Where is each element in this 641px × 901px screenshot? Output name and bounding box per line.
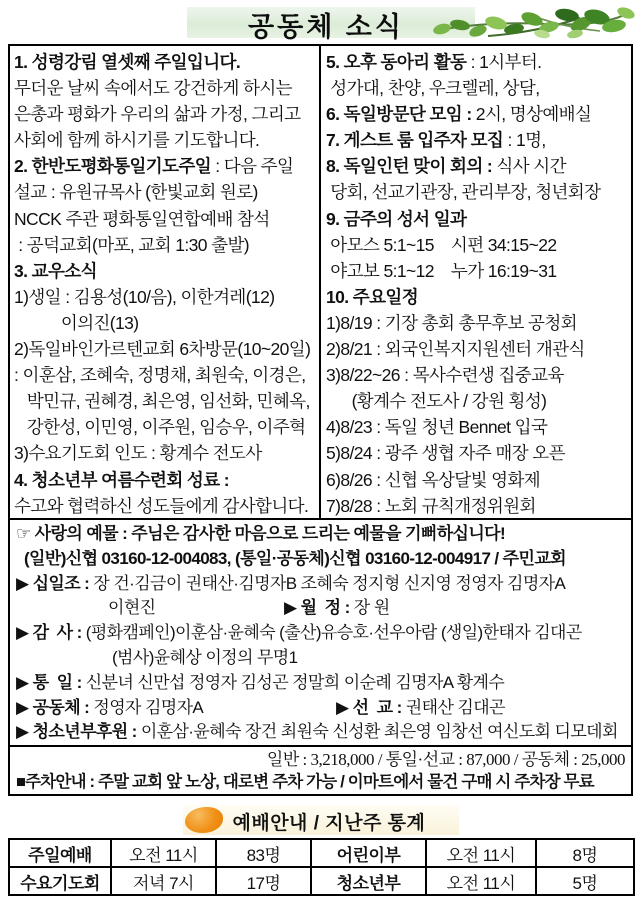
offering-totals: 일반 : 3,218,000 / 통일·선교 : 87,000 / 공동체 : 25,000 <box>266 750 625 770</box>
text-line: : 공덕교회(마포, 교회 1:30 출발) <box>14 234 250 255</box>
unification-row: ▶ 통 일 : 신분녀 신만섭 정영자 김성곤 정말희 이순례 김명자A 황계수 <box>16 672 505 692</box>
text-line: 무더운 날씨 속에서도 강건하게 하시는 <box>14 78 292 99</box>
table-cell: 17명 <box>216 867 311 895</box>
text-line: 이의진(13) <box>14 312 139 333</box>
text-line: 8. 독일인턴 맞이 회의 : 식사 시간 <box>326 156 566 177</box>
text-line: 설교 : 유원규목사 (한빛교회 원로) <box>14 182 258 203</box>
text-line: 7)8/28 : 노회 규칙개정위원회 <box>326 495 536 516</box>
text-line: : 이훈삼, 조혜숙, 정명채, 최원숙, 이경은, <box>14 365 306 386</box>
news-right-column <box>321 46 631 518</box>
text-line: (황계수 전도사 / 강원 횡성) <box>326 391 547 412</box>
pointing-hand-icon: ☞ <box>16 524 35 543</box>
text-line: 수고와 협력하신 성도들에게 감사합니다. <box>14 495 309 516</box>
text-line: 9. 금주의 성서 일과 <box>326 208 467 229</box>
text-line: 은총과 평화가 우리의 삶과 가정, 그리고 <box>14 104 301 125</box>
community-mission-row: ▶ 공동체 : 정영자 김명자A ▶ 선 교 : 권태산 김대곤 <box>16 697 505 717</box>
text-line: 1)생일 : 김용성(10/음), 이한겨레(12) <box>14 286 275 307</box>
text-line: 2)8/21 : 외국인복지지원센터 개관식 <box>326 339 585 360</box>
table-row <box>9 839 634 867</box>
text-line: 4)8/23 : 독일 청년 Bennet 입국 <box>326 417 548 438</box>
parking-notice: ■주차안내 : 주말 교회 앞 노상, 대로변 주차 가능 / 이마트에서 물건 구매 시 주차장 무료 <box>16 773 594 792</box>
text-line: 2. 한반도평화통일기도주일 : 다음 주일 <box>14 156 294 177</box>
text-line: 7. 게스트 룸 입주자 모집 : 1명, <box>326 130 546 151</box>
bulletin-header <box>0 0 641 44</box>
text-line: 성가대, 찬양, 우크렐레, 상담, <box>326 78 540 99</box>
page-title: 공동체 소식 <box>248 12 404 42</box>
offering-account-row: (일반)신협 03160-12-004083, (통일·공동체)신협 03160-12-004917 / 주민교회 <box>24 548 566 568</box>
offering-box <box>8 518 633 747</box>
table-cell: 오전 11시 <box>426 867 536 895</box>
text-line: 4. 청소년부 여름수련회 성료 : <box>14 469 230 490</box>
text-line: 5)8/24 : 광주 생협 자주 매장 오픈 <box>326 443 565 464</box>
tithe-continuation-row: 이현진 ▶ 월 정 : 장 원 <box>108 598 390 618</box>
table-row <box>9 867 634 895</box>
text-line: 3. 교우소식 <box>14 260 97 281</box>
news-two-column-box <box>8 44 633 520</box>
text-line: 야고보 5:1~12 누가 16:19~31 <box>326 260 557 281</box>
text-line: 박민규, 권혜경, 최은영, 임선화, 민혜옥, <box>14 391 310 412</box>
table-cell: 83명 <box>216 839 311 867</box>
text-line: 당회, 선교기관장, 관리부장, 청년회장 <box>326 182 601 203</box>
table-cell: 오전 11시 <box>111 839 216 867</box>
table-cell: 어린이부 <box>311 839 426 867</box>
text-line: 10. 주요일정 <box>326 286 419 307</box>
worship-stats-header <box>183 805 459 835</box>
text-line: 6)8/26 : 신협 옥상달빛 영화제 <box>326 469 541 490</box>
text-line: 6. 독일방문단 모임 : 2시, 명상예배실 <box>326 104 592 125</box>
worship-stats-table <box>8 838 635 896</box>
totals-box <box>8 745 633 796</box>
news-left-column <box>10 46 321 518</box>
tithe-row: ▶ 십일조 : 장 건·김금이 권태산·김명자B 조혜숙 정지형 신지영 정영자 김명자A <box>16 573 566 593</box>
text-line: 1)8/19 : 기장 총회 총무후보 공청회 <box>326 312 577 333</box>
offering-intro-row: ☞ 사랑의 예물 : 주님은 감사한 마음으로 드리는 예물을 기뻐하십니다! <box>16 524 506 543</box>
table-cell: 저녁 7시 <box>111 867 216 895</box>
text-line: 2)독일바인가르텐교회 6차방문(10~20일) <box>14 339 311 360</box>
table-cell: 청소년부 <box>311 867 426 895</box>
thanks-continuation-row: (범사)윤혜상 이정의 무명1 <box>112 647 298 667</box>
text-line: 강한성, 이민영, 이주원, 임승우, 이주혁 <box>14 417 306 438</box>
text-line: 1. 성령강림 열셋째 주일입니다. <box>14 52 241 72</box>
text-line: 3)수요기도회 인도 : 황계수 전도사 <box>14 443 262 464</box>
orange-blob-icon <box>185 807 223 833</box>
leaf-vine-icon <box>430 1 636 48</box>
text-line: 3)8/22~26 : 목사수련생 집중교육 <box>326 365 564 386</box>
text-line: 사회에 함께 하시기를 기도합니다. <box>14 130 260 151</box>
stats-title: 예배안내 / 지난주 통계 <box>232 813 426 835</box>
table-cell: 주일예배 <box>9 839 111 867</box>
table-cell: 수요기도회 <box>9 867 111 895</box>
table-cell: 5명 <box>536 867 634 895</box>
table-cell: 오전 11시 <box>426 839 536 867</box>
thanks-row: ▶ 감 사 : (평화캠페인)이훈삼·윤혜숙 (출산)유승호·선우아람 (생일)한태자 김대곤 <box>16 623 582 643</box>
text-line: 아모스 5:1~15 시편 34:15~22 <box>326 234 557 255</box>
table-cell: 8명 <box>536 839 634 867</box>
youth-support-row: ▶ 청소년부후원 : 이훈삼·윤혜숙 장건 최원숙 신성환 최은영 임창선 여신도회 디모데회 <box>16 722 618 742</box>
text-line: 5. 오후 동아리 활동 : 1시부터. <box>326 52 542 72</box>
text-line: NCCK 주관 평화통일연합예배 참석 <box>14 208 270 229</box>
